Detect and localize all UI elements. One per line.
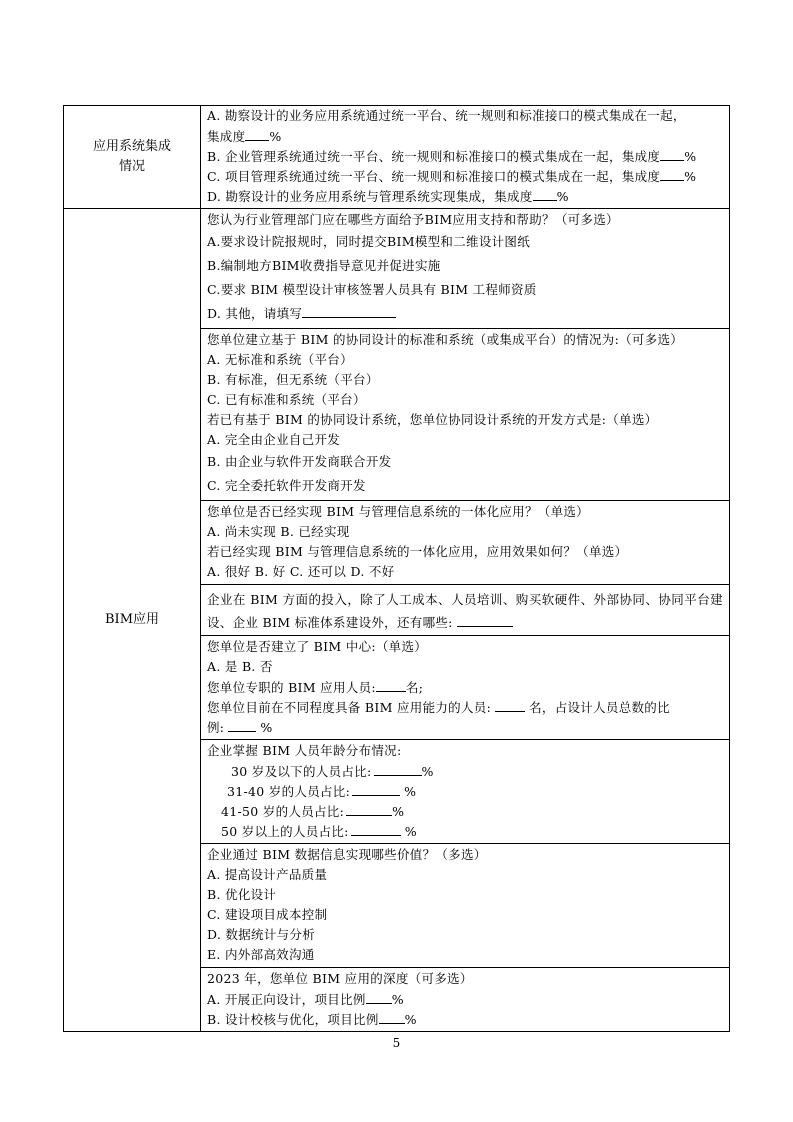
collab-dev-option-c[interactable]: C. 完全委托软件开发商开发 bbox=[207, 478, 366, 493]
age-content bbox=[201, 740, 730, 844]
percent-sign: % bbox=[392, 804, 405, 819]
center-ability-blank[interactable] bbox=[495, 697, 525, 712]
invest-content bbox=[201, 585, 730, 636]
integration-option-d bbox=[207, 186, 723, 206]
integration-option-c bbox=[207, 166, 723, 186]
integration-content bbox=[201, 106, 730, 209]
support-other-blank[interactable] bbox=[302, 303, 396, 318]
support-option-c[interactable]: C.要求 BIM 模型设计审核签署人员具有 BIM 工程师资质 bbox=[207, 282, 537, 297]
mis-options-2[interactable]: A. 很好 B. 好 C. 还可以 D. 不好 bbox=[207, 564, 395, 579]
center-ratio-blank[interactable] bbox=[228, 717, 256, 732]
center-staff bbox=[207, 677, 723, 697]
center-ratio-label: 例: bbox=[207, 720, 225, 735]
collab-dev-option-a[interactable]: A. 完全由企业自己开发 bbox=[207, 432, 341, 447]
invest-question: 企业在 BIM 方面的投入，除了人工成本、人员培训、购买软硬件、外部协同、协同平台建设、企业 BIM 标准体系建设外，还有哪些: bbox=[207, 592, 723, 630]
collab-content bbox=[201, 329, 730, 501]
invest-text bbox=[207, 588, 723, 634]
age-r1-label: 30 岁及以下的人员占比: bbox=[231, 764, 372, 779]
depth-content bbox=[201, 968, 730, 1032]
depth-option-b bbox=[207, 1009, 723, 1029]
age-row-1 bbox=[207, 761, 723, 781]
integration-a-rate-label: 集成度 bbox=[207, 129, 246, 144]
bim-label-cell bbox=[64, 209, 201, 1032]
support-option-b[interactable]: B.编制地方BIM收费指导意见并促进实施 bbox=[207, 258, 441, 273]
percent-sign: % bbox=[269, 129, 282, 144]
age-r4-label: 50 岁以上的人员占比: bbox=[221, 824, 349, 839]
value-option-d[interactable]: D. 数据统计与分析 bbox=[207, 927, 316, 942]
percent-sign: % bbox=[391, 992, 404, 1007]
center-ability-mid: 名，占设计人员总数的比 bbox=[529, 700, 670, 715]
value-option-a[interactable]: A. 提高设计产品质量 bbox=[207, 867, 328, 882]
integration-b-text: B. 企业管理系统通过统一平台、统一规则和标准接口的模式集成在一起，集成度 bbox=[207, 149, 661, 164]
collab-option-a[interactable]: A. 无标准和系统（平台） bbox=[207, 352, 353, 367]
depth-a-label[interactable]: A. 开展正向设计，项目比例 bbox=[207, 992, 366, 1007]
invest-other-blank[interactable] bbox=[457, 612, 513, 627]
percent-sign: % bbox=[404, 824, 417, 839]
page-number: 5 bbox=[392, 1036, 401, 1050]
percent-sign: % bbox=[684, 149, 697, 164]
integration-c-rate-blank[interactable] bbox=[660, 166, 684, 181]
support-option-a[interactable]: A.要求设计院报规时，同时提交BIM模型和二维设计图纸 bbox=[207, 234, 531, 249]
integration-label-cell bbox=[64, 106, 201, 209]
integration-d-text: D. 勘察设计的业务应用系统与管理系统实现集成，集成度 bbox=[207, 189, 533, 204]
integration-row bbox=[64, 106, 730, 209]
value-option-e[interactable]: E. 内外部高效沟通 bbox=[207, 947, 315, 962]
integration-option-a-rate bbox=[207, 126, 723, 146]
age-row-3 bbox=[207, 801, 723, 821]
center-ability bbox=[207, 697, 723, 717]
age-r2-label: 31-40 岁的人员占比: bbox=[227, 784, 351, 799]
age-r4-blank[interactable] bbox=[351, 821, 401, 836]
mis-question: 您单位是否已经实现 BIM 与管理信息系统的一体化应用？（单选） bbox=[207, 504, 589, 519]
age-r3-label: 41-50 岁的人员占比: bbox=[221, 804, 345, 819]
integration-option-a: A. 勘察设计的业务应用系统通过统一平台、统一规则和标准接口的模式集成在一起， bbox=[207, 108, 686, 123]
depth-option-a bbox=[207, 989, 723, 1009]
center-options[interactable]: A. 是 B. 否 bbox=[207, 659, 273, 674]
support-option-d-text[interactable]: D. 其他，请填写 bbox=[207, 306, 303, 321]
center-staff-unit: 名; bbox=[405, 680, 424, 695]
center-staff-blank[interactable] bbox=[376, 677, 406, 692]
value-content bbox=[201, 844, 730, 968]
age-r1-blank[interactable] bbox=[374, 761, 422, 776]
percent-sign: % bbox=[404, 1012, 417, 1027]
mis-options[interactable]: A. 尚未实现 B. 已经实现 bbox=[207, 524, 350, 539]
percent-sign: % bbox=[260, 720, 273, 735]
integration-label: 应用系统集成 情况 bbox=[92, 139, 171, 174]
collab-option-c[interactable]: C. 已有标准和系统（平台） bbox=[207, 392, 366, 407]
center-content bbox=[201, 636, 730, 740]
mis-content bbox=[201, 501, 730, 585]
percent-sign: % bbox=[556, 189, 569, 204]
survey-table bbox=[63, 105, 730, 1032]
collab-question: 您单位建立基于 BIM 的协同设计的标准和系统（或集成平台）的情况为:（可多选） bbox=[207, 332, 684, 347]
center-staff-label: 您单位专职的 BIM 应用人员: bbox=[207, 680, 376, 695]
depth-b-blank[interactable] bbox=[379, 1009, 405, 1024]
age-r3-blank[interactable] bbox=[346, 801, 392, 816]
age-r2-blank[interactable] bbox=[352, 781, 400, 796]
center-ability-label: 您单位目前在不同程度具备 BIM 应用能力的人员: bbox=[207, 700, 492, 715]
integration-option-b bbox=[207, 146, 723, 166]
center-question: 您单位是否建立了 BIM 中心:（单选） bbox=[207, 639, 428, 654]
percent-sign: % bbox=[404, 784, 417, 799]
bim-label: BIM应用 bbox=[105, 612, 159, 627]
percent-sign: % bbox=[421, 764, 434, 779]
depth-a-blank[interactable] bbox=[366, 989, 392, 1004]
collab-option-b[interactable]: B. 有标准，但无系统（平台） bbox=[207, 372, 379, 387]
support-question: 您认为行业管理部门应在哪些方面给予BIM应用支持和帮助？（可多选） bbox=[207, 212, 619, 227]
integration-b-rate-blank[interactable] bbox=[660, 146, 684, 161]
age-question: 企业掌握 BIM 人员年龄分布情况: bbox=[207, 743, 402, 758]
support-content bbox=[201, 209, 730, 329]
collab-dev-option-b[interactable]: B. 由企业与软件开发商联合开发 bbox=[207, 454, 392, 469]
support-option-d bbox=[207, 302, 723, 326]
collab-question-2: 若已有基于 BIM 的协同设计系统，您单位协同设计系统的开发方式是:（单选） bbox=[207, 412, 658, 427]
value-option-c[interactable]: C. 建设项目成本控制 bbox=[207, 907, 328, 922]
integration-d-rate-blank[interactable] bbox=[533, 186, 557, 201]
age-row-4 bbox=[207, 821, 723, 841]
value-option-b[interactable]: B. 优化设计 bbox=[207, 887, 277, 902]
mis-question-2: 若已经实现 BIM 与管理信息系统的一体化应用，应用效果如何？（单选） bbox=[207, 544, 628, 559]
support-row bbox=[64, 209, 730, 329]
integration-a-rate-blank[interactable] bbox=[245, 126, 269, 141]
age-row-2 bbox=[207, 781, 723, 801]
depth-question: 2023 年，您单位 BIM 应用的深度（可多选） bbox=[207, 971, 473, 986]
percent-sign: % bbox=[684, 169, 697, 184]
center-ability-ratio bbox=[207, 717, 723, 737]
value-question: 企业通过 BIM 数据信息实现哪些价值？（多选） bbox=[207, 847, 487, 862]
integration-c-text: C. 项目管理系统通过统一平台、统一规则和标准接口的模式集成在一起，集成度 bbox=[207, 169, 661, 184]
depth-b-label[interactable]: B. 设计校核与优化，项目比例 bbox=[207, 1012, 379, 1027]
